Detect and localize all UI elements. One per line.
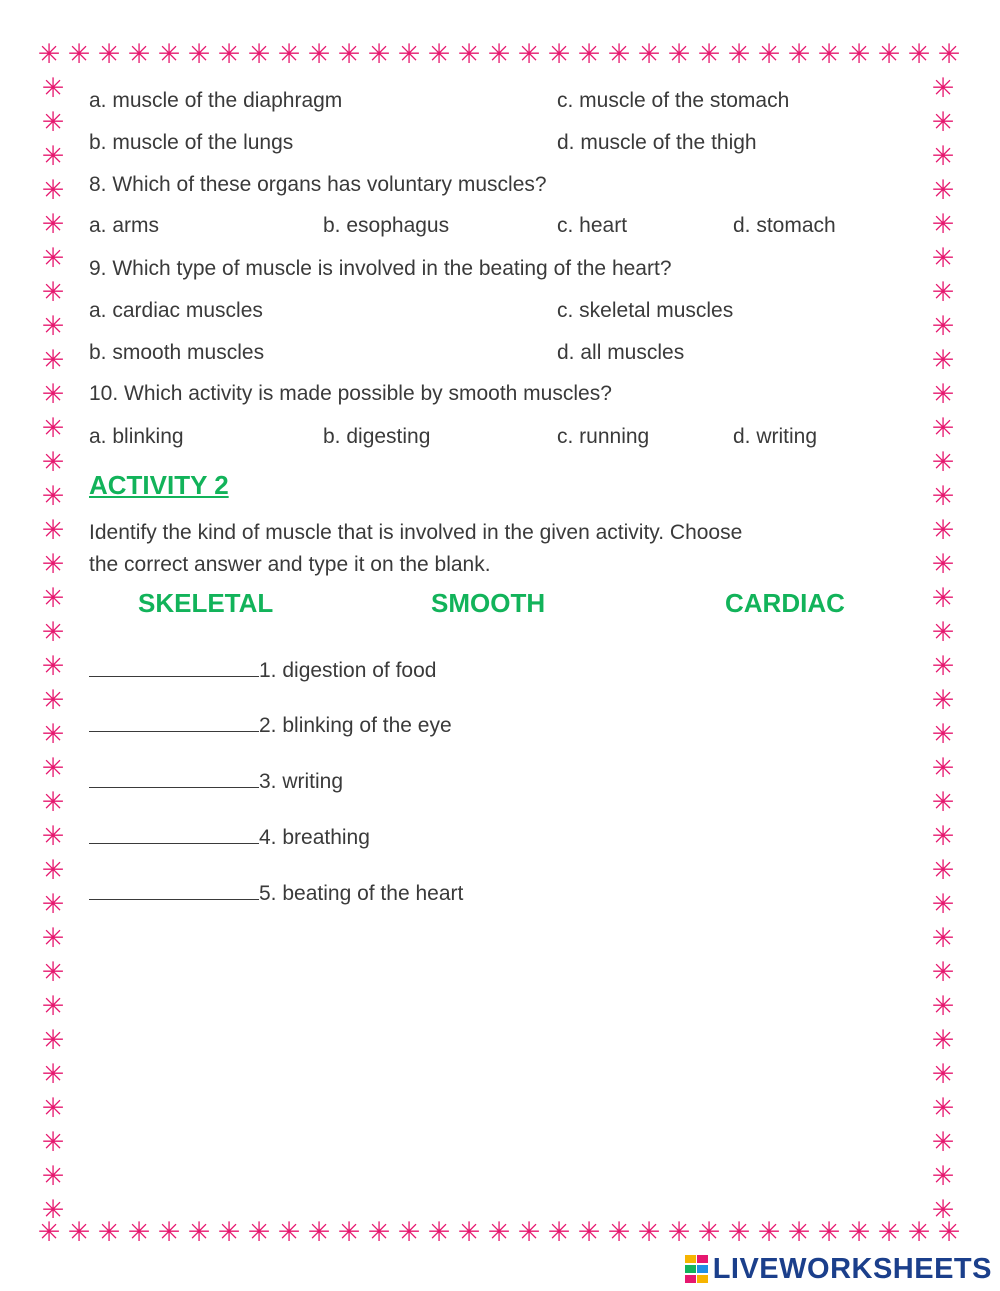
flower-icon: ✳ xyxy=(727,40,751,70)
flower-icon: ✳ xyxy=(41,787,65,818)
flower-icon: ✳ xyxy=(931,1059,955,1090)
fill-item-4 xyxy=(89,825,370,850)
flower-icon: ✳ xyxy=(277,40,301,70)
flower-icon: ✳ xyxy=(817,1218,841,1248)
flower-icon: ✳ xyxy=(41,651,65,682)
q9-option-a: a. cardiac muscles xyxy=(89,299,263,322)
flower-icon: ✳ xyxy=(817,40,841,70)
flower-icon: ✳ xyxy=(931,311,955,342)
flower-icon: ✳ xyxy=(67,1218,91,1248)
flower-icon: ✳ xyxy=(307,1218,331,1248)
flower-icon: ✳ xyxy=(931,345,955,376)
top-border xyxy=(34,40,966,70)
logo-blocks-icon xyxy=(685,1255,709,1283)
flower-icon: ✳ xyxy=(931,209,955,240)
flower-icon: ✳ xyxy=(41,889,65,920)
flower-icon: ✳ xyxy=(41,753,65,784)
flower-icon: ✳ xyxy=(637,40,661,70)
flower-icon: ✳ xyxy=(931,141,955,172)
flower-icon: ✳ xyxy=(931,685,955,716)
q10-option-b: b. digesting xyxy=(323,425,431,448)
flower-icon: ✳ xyxy=(847,40,871,70)
flower-icon: ✳ xyxy=(931,175,955,206)
choice-cardiac: CARDIAC xyxy=(725,588,845,618)
q10-option-a: a. blinking xyxy=(89,425,184,448)
flower-icon: ✳ xyxy=(931,923,955,954)
flower-icon: ✳ xyxy=(931,107,955,138)
item-text-5: 5. beating of the heart xyxy=(259,882,464,905)
q9-option-c: c. skeletal muscles xyxy=(557,299,734,322)
flower-icon: ✳ xyxy=(41,379,65,410)
item-text-1: 1. digestion of food xyxy=(259,659,437,682)
flower-icon: ✳ xyxy=(41,345,65,376)
flower-icon: ✳ xyxy=(931,991,955,1022)
flower-icon: ✳ xyxy=(41,1093,65,1124)
flower-icon: ✳ xyxy=(457,1218,481,1248)
flower-icon: ✳ xyxy=(931,855,955,886)
flower-icon: ✳ xyxy=(931,243,955,274)
flower-icon: ✳ xyxy=(217,40,241,70)
flower-icon: ✳ xyxy=(757,1218,781,1248)
flower-icon: ✳ xyxy=(931,481,955,512)
flower-icon: ✳ xyxy=(37,40,61,70)
flower-icon: ✳ xyxy=(41,141,65,172)
flower-icon: ✳ xyxy=(41,209,65,240)
flower-icon: ✳ xyxy=(41,1127,65,1158)
flower-icon: ✳ xyxy=(41,719,65,750)
fill-item-1 xyxy=(89,658,436,683)
flower-icon: ✳ xyxy=(41,855,65,886)
q8-question: 8. Which of these organs has voluntary muscles? xyxy=(89,173,547,196)
flower-icon: ✳ xyxy=(517,40,541,70)
flower-icon: ✳ xyxy=(931,1093,955,1124)
flower-icon: ✳ xyxy=(41,1161,65,1192)
flower-icon: ✳ xyxy=(931,277,955,308)
flower-icon: ✳ xyxy=(931,889,955,920)
fill-item-2 xyxy=(89,713,452,738)
flower-icon: ✳ xyxy=(931,957,955,988)
flower-icon: ✳ xyxy=(847,1218,871,1248)
flower-icon: ✳ xyxy=(931,651,955,682)
flower-icon: ✳ xyxy=(931,753,955,784)
flower-icon: ✳ xyxy=(67,40,91,70)
flower-icon: ✳ xyxy=(157,1218,181,1248)
flower-icon: ✳ xyxy=(547,1218,571,1248)
flower-icon: ✳ xyxy=(937,1218,961,1248)
q7-option-a: a. muscle of the diaphragm xyxy=(89,89,343,112)
flower-icon: ✳ xyxy=(337,40,361,70)
flower-icon: ✳ xyxy=(41,617,65,648)
q9-question: 9. Which type of muscle is involved in the beating of the heart? xyxy=(89,257,672,280)
flower-icon: ✳ xyxy=(427,1218,451,1248)
flower-icon: ✳ xyxy=(931,379,955,410)
flower-icon: ✳ xyxy=(931,549,955,580)
flower-icon: ✳ xyxy=(931,1195,955,1218)
flower-icon: ✳ xyxy=(877,40,901,70)
flower-icon: ✳ xyxy=(41,447,65,478)
flower-icon: ✳ xyxy=(547,40,571,70)
flower-icon: ✳ xyxy=(41,1025,65,1056)
flower-icon: ✳ xyxy=(41,549,65,580)
flower-icon: ✳ xyxy=(931,1025,955,1056)
flower-icon: ✳ xyxy=(607,1218,631,1248)
q8-option-a: a. arms xyxy=(89,214,160,237)
flower-icon: ✳ xyxy=(41,991,65,1022)
flower-icon: ✳ xyxy=(41,175,65,206)
flower-icon: ✳ xyxy=(787,1218,811,1248)
logo-text: LIVEWORKSHEETS xyxy=(712,1252,992,1285)
flower-icon: ✳ xyxy=(607,40,631,70)
q9-option-b: b. smooth muscles xyxy=(89,341,265,364)
flower-icon: ✳ xyxy=(667,40,691,70)
flower-icon: ✳ xyxy=(41,1059,65,1090)
answer-blank-3[interactable] xyxy=(89,769,259,788)
instruction-line-1: Identify the kind of muscle that is involved in the given activity. Choose xyxy=(89,521,743,544)
flower-icon: ✳ xyxy=(367,40,391,70)
flower-icon: ✳ xyxy=(307,40,331,70)
flower-icon: ✳ xyxy=(907,1218,931,1248)
q7-option-c: c. muscle of the stomach xyxy=(557,89,790,112)
flower-icon: ✳ xyxy=(41,311,65,342)
flower-icon: ✳ xyxy=(247,1218,271,1248)
flower-icon: ✳ xyxy=(41,583,65,614)
flower-icon: ✳ xyxy=(367,1218,391,1248)
flower-icon: ✳ xyxy=(217,1218,241,1248)
flower-icon: ✳ xyxy=(937,40,961,70)
flower-icon: ✳ xyxy=(487,1218,511,1248)
flower-icon: ✳ xyxy=(337,1218,361,1248)
answer-blank-1[interactable] xyxy=(89,658,259,677)
flower-icon: ✳ xyxy=(41,413,65,444)
flower-icon: ✳ xyxy=(907,40,931,70)
flower-icon: ✳ xyxy=(727,1218,751,1248)
flower-icon: ✳ xyxy=(667,1218,691,1248)
flower-icon: ✳ xyxy=(97,40,121,70)
fill-item-5 xyxy=(89,881,463,906)
q8-option-c: c. heart xyxy=(557,214,628,237)
q10-question: 10. Which activity is made possible by smooth muscles? xyxy=(89,382,612,405)
flower-icon: ✳ xyxy=(41,821,65,852)
instruction-line-2: the correct answer and type it on the blank. xyxy=(89,553,491,576)
flower-icon: ✳ xyxy=(97,1218,121,1248)
activity-heading: ACTIVITY 2 xyxy=(89,470,229,500)
flower-icon: ✳ xyxy=(931,413,955,444)
flower-icon: ✳ xyxy=(517,1218,541,1248)
flower-icon: ✳ xyxy=(931,821,955,852)
flower-icon: ✳ xyxy=(577,1218,601,1248)
q7-option-b: b. muscle of the lungs xyxy=(89,131,294,154)
flower-icon: ✳ xyxy=(931,1127,955,1158)
item-text-4: 4. breathing xyxy=(259,826,370,849)
flower-icon: ✳ xyxy=(931,787,955,818)
flower-icon: ✳ xyxy=(397,1218,421,1248)
bottom-border xyxy=(34,1218,966,1248)
flower-icon: ✳ xyxy=(931,719,955,750)
flower-icon: ✳ xyxy=(931,447,955,478)
flower-icon: ✳ xyxy=(41,481,65,512)
answer-blank-5[interactable] xyxy=(89,881,259,900)
flower-icon: ✳ xyxy=(697,1218,721,1248)
flower-icon: ✳ xyxy=(37,1218,61,1248)
flower-icon: ✳ xyxy=(487,40,511,70)
flower-icon: ✳ xyxy=(187,1218,211,1248)
flower-icon: ✳ xyxy=(187,40,211,70)
q8-option-d: d. stomach xyxy=(733,214,836,237)
flower-icon: ✳ xyxy=(41,685,65,716)
flower-icon: ✳ xyxy=(931,1161,955,1192)
q8-option-b: b. esophagus xyxy=(323,214,450,237)
flower-icon: ✳ xyxy=(697,40,721,70)
q7-option-d: d. muscle of the thigh xyxy=(557,131,757,154)
answer-blank-2[interactable] xyxy=(89,713,259,732)
q9-option-d: d. all muscles xyxy=(557,341,685,364)
flower-icon: ✳ xyxy=(931,515,955,546)
flower-icon: ✳ xyxy=(157,40,181,70)
flower-icon: ✳ xyxy=(427,40,451,70)
answer-blank-4[interactable] xyxy=(89,825,259,844)
flower-icon: ✳ xyxy=(931,73,955,104)
flower-icon: ✳ xyxy=(41,515,65,546)
flower-icon: ✳ xyxy=(247,40,271,70)
fill-item-3 xyxy=(89,769,343,794)
flower-icon: ✳ xyxy=(41,923,65,954)
flower-icon: ✳ xyxy=(931,583,955,614)
flower-icon: ✳ xyxy=(787,40,811,70)
flower-icon: ✳ xyxy=(41,1195,65,1218)
flower-icon: ✳ xyxy=(41,957,65,988)
q10-option-d: d. writing xyxy=(733,425,818,448)
flower-icon: ✳ xyxy=(577,40,601,70)
flower-icon: ✳ xyxy=(931,617,955,648)
right-border xyxy=(928,72,958,1218)
flower-icon: ✳ xyxy=(637,1218,661,1248)
flower-icon: ✳ xyxy=(127,40,151,70)
flower-icon: ✳ xyxy=(127,1218,151,1248)
flower-icon: ✳ xyxy=(277,1218,301,1248)
choice-smooth: SMOOTH xyxy=(431,588,546,618)
q10-option-c: c. running xyxy=(557,425,650,448)
flower-icon: ✳ xyxy=(757,40,781,70)
flower-icon: ✳ xyxy=(41,73,65,104)
left-border xyxy=(38,72,68,1218)
item-text-3: 3. writing xyxy=(259,770,344,793)
flower-icon: ✳ xyxy=(397,40,421,70)
item-text-2: 2. blinking of the eye xyxy=(259,714,452,737)
flower-icon: ✳ xyxy=(457,40,481,70)
choice-skeletal: SKELETAL xyxy=(138,588,274,618)
flower-icon: ✳ xyxy=(41,277,65,308)
flower-icon: ✳ xyxy=(877,1218,901,1248)
liveworksheets-logo[interactable] xyxy=(685,1253,992,1285)
flower-icon: ✳ xyxy=(41,107,65,138)
flower-icon: ✳ xyxy=(41,243,65,274)
